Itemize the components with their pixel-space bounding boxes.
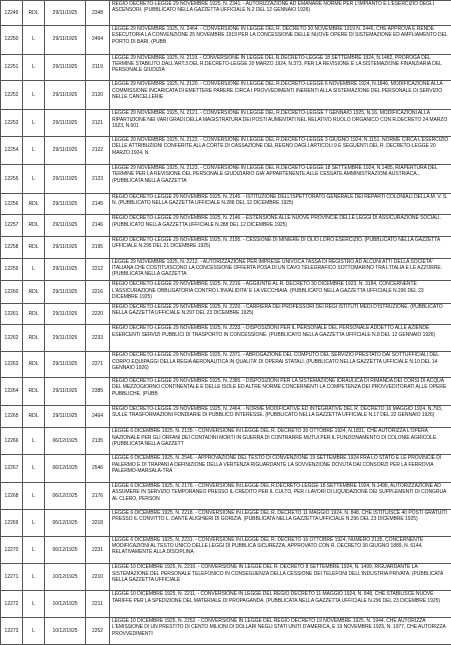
row-number: 12258 xyxy=(1,236,23,258)
act-type: L xyxy=(23,428,45,455)
table-row xyxy=(1,193,451,215)
act-code: 2146 xyxy=(86,215,110,237)
act-date: 29/11/1925 xyxy=(45,236,86,258)
act-type: L xyxy=(23,591,45,618)
act-code: 2210 xyxy=(86,564,110,591)
act-code: 2464 xyxy=(86,25,110,54)
row-number: 12263 xyxy=(1,352,23,378)
act-date: 06/12/1925 xyxy=(45,483,86,510)
table-row xyxy=(1,258,451,281)
act-date: 29/11/1925 xyxy=(45,25,86,54)
act-type: L xyxy=(23,81,45,110)
act-date: 10/12/1925 xyxy=(45,591,86,618)
act-type: RDL xyxy=(23,1,45,26)
act-code: 2233 xyxy=(86,325,110,352)
act-type: L xyxy=(23,54,45,81)
act-code: 2546 xyxy=(86,455,110,483)
act-description: REGIO DECRETO-LEGGE 29 NOVEMBRE 1925, N. 2220. - CARRIERA DEI PROFESSORI DEI REGI ISTITUTI MEDI D'ISTRUZIONE. (PUBBLICATO NELLA GAZZETTA UFFICIALE N.297 DEL 23 DICEMBRE 1925) xyxy=(110,303,451,325)
row-number: 12251 xyxy=(1,54,23,81)
row-number: 12254 xyxy=(1,136,23,164)
table-row xyxy=(1,455,451,483)
row-number: 12253 xyxy=(1,110,23,137)
table-row xyxy=(1,377,451,405)
act-code: 2135 xyxy=(86,428,110,455)
act-code: 2218 xyxy=(86,509,110,536)
row-number: 12273 xyxy=(1,617,23,644)
act-type: L xyxy=(23,25,45,54)
act-type: RDL xyxy=(23,193,45,215)
row-number: 12249 xyxy=(1,1,23,26)
act-description: LEGGE 10 DICEMBRE 1925, N. 2210. - CONVERSIONE IN LEGGE DEL R. DECRETO 8 SETTEMBRE 1924, N. 1499, RIGUARDANTE LA SISTEMAZIONE DEL PERSONALE TELEFONICO IN CONSEGUENZA DELLA CESSIONE DEI TELEFONI DELL'INDUSTRIA PRIVATA. (PUBBLICATA NELLA GAZZETTA UFFICIALE xyxy=(110,564,451,591)
act-date: 10/12/1925 xyxy=(45,564,86,591)
table-row xyxy=(1,428,451,455)
row-number: 12271 xyxy=(1,564,23,591)
act-description: LEGGE 6 DICEMBRE 1925, N. 2231. - CONVERSIONE IN LEGGE DEL R. DECRETO 16 OTTOBRE 1924, NUMERO 2135, CONCERNENTE MODIFICAZIONI AL TESTO UNICO DELLE LEGGI DI PUBBLICA SICUREZZA, APPROVATO CON R. DECRETO 30 GIUGNO 1889, N. 6144, RELATIVAMENTE ALLA DISCIPLINA xyxy=(110,536,451,564)
act-description: LEGGE 29 NOVEMBRE 1925, N. 2212. - AUTORIZZAZIONE PER IMPRESE UNIVOCA TASSA DI REGISTRO AD ALCUNI ATTI DELLA SOCIETA' ITALIANA CHE COSTITUISCONO LA CONCESSIONE OFFERTA POSA DI UN CAVO TELEGRAFICO SOTTOMARINO TRA L'ITALIA E LE AZZORRE. (PUBBLICATA NELLA GAZZETTA xyxy=(110,258,451,281)
act-type: L xyxy=(23,483,45,510)
table-row xyxy=(1,136,451,164)
act-code: 2176 xyxy=(86,483,110,510)
act-description: REGIO DECRETO-LEGGE 29 NOVEMBRE 1925, N. 2385. - DISPOSIZIONI PER LA SISTEMAZIONE IDRAULICA DI RIMANDA DEI CORSI DI ACQUA DEL MEZZOGIORNO CONTINENTALE E DELLE ISOLE ED ALTRE NORME CONCERNENTI LA COMPETENZA DEI PROVVEDITORATI ALLE OPERE PUBBLICHE. (PUBB xyxy=(110,377,451,405)
table-row xyxy=(1,617,451,644)
row-number: 12268 xyxy=(1,483,23,510)
act-date: 29/11/1925 xyxy=(45,215,86,237)
table-row xyxy=(1,325,451,352)
act-type: RDL xyxy=(23,405,45,428)
act-description: LEGGE 29 NOVEMBRE 1925, N. 2121. - CONVERSIONE IN LEGGE DEL R.DECRETO-LEGGE 7 GENNAIO 1925, N.16, MODIFICAZIONI ALLA RIPARTIZIONE NEI VARI GRADI DELLA MAGISTRATURA DEI POSTI AUMENTATI NEL RELATIVO RUOLO ORGANICO CON R.DECRETO 24 MARZO 1923, N.601 xyxy=(110,110,451,137)
act-date: 29/11/1925 xyxy=(45,54,86,81)
act-code: 2145 xyxy=(86,193,110,215)
act-date: 06/12/1925 xyxy=(45,455,86,483)
table-row xyxy=(1,509,451,536)
table-row xyxy=(1,303,451,325)
act-code: 2120 xyxy=(86,81,110,110)
table-row xyxy=(1,81,451,110)
table-row xyxy=(1,483,451,510)
table-row xyxy=(1,405,451,428)
row-number: 12256 xyxy=(1,193,23,215)
table-row xyxy=(1,564,451,591)
act-code: 2211 xyxy=(86,591,110,618)
table-row xyxy=(1,25,451,54)
row-number: 12260 xyxy=(1,281,23,304)
act-description: LEGGE 6 DICEMBRE 1925, N. 2218. - CONVERSIONE IN LEGGE DEL R. DECRETO 11 MAGGIO 1924, N. 848, CHE ISTITUISCE 40 POSTI GRATUITI PRESSO IL CONVITTO L. DANTE ALIGHIERI DI GORIZIA. (PUBBLICATA NELLA GAZZETTA UFFICIALE N.296 DEL 23 DICEMBRE 1925) xyxy=(110,509,451,536)
row-number: 12267 xyxy=(1,455,23,483)
table-row xyxy=(1,281,451,304)
row-number: 12261 xyxy=(1,303,23,325)
act-type: L xyxy=(23,617,45,644)
act-date: 06/12/1925 xyxy=(45,536,86,564)
act-description: LEGGE 29 NOVEMBRE 1925, N. 2123. - CONVERSIONE IN LEGGE DEL R.DECRETO-LEGGE 18 SETTEMBRE 1924, N.1485, RIAPERTURA DEL TERMINE PER LA REVISIONE DEL PERSONALE GIUDIZIARIO GIA' APPARTENENTE ALLE CESSATE AMMINISTRAZIONI AUSTRIACA... (PUBBLICATA NELLA GAZZETTA xyxy=(110,164,451,193)
row-number: 12257 xyxy=(1,215,23,237)
act-description: REGIO DECRETO-LEGGE 29 NOVEMBRE 1925, N. 2233. - DISPOSIZIONI PER IL PERSONALE DEL PERSONALE ADDETTO ALLE AZIENDE ESERCENTI SERVIZI PUBBLICI DI TRASPORTO IN CONCESSIONE. (PUBBLICATO NELLA GAZZETTA UFFICIALE N.8 DEL 12 GENNAIO 1926) xyxy=(110,325,451,352)
row-number: 12250 xyxy=(1,25,23,54)
act-code: 2348 xyxy=(86,1,110,26)
act-type: RDL xyxy=(23,215,45,237)
table-row xyxy=(1,110,451,137)
act-type: RDL xyxy=(23,281,45,304)
act-code: 2216 xyxy=(86,281,110,304)
act-code: 2121 xyxy=(86,110,110,137)
table-row xyxy=(1,54,451,81)
act-code: 2231 xyxy=(86,536,110,564)
act-date: 29/11/1925 xyxy=(45,1,86,26)
act-type: RDL xyxy=(23,352,45,378)
act-date: 29/11/1925 xyxy=(45,136,86,164)
table-row xyxy=(1,536,451,564)
act-date: 29/11/1925 xyxy=(45,377,86,405)
act-code: 2464 xyxy=(86,405,110,428)
act-type: L xyxy=(23,136,45,164)
act-code: 2212 xyxy=(86,258,110,281)
act-type: RDL xyxy=(23,303,45,325)
act-description: LEGGE 29 NOVEMBRE 1925, N. 2119. - CONVERSIONE IN LEGGE DEL R.DECRETO-LEGGE 18 SETTEMBRE 1924, N.1482, PROROGA DEL TERMINE STABILITO DALL'ART.3 DEL R.DECRETO-LEGGE 20 MARZO 1924, N.373, PER LA REVISIONE E LA SISTEMAZIONE FINANZIARIA DEL PERSONALE GIUDIZIA xyxy=(110,54,451,81)
row-number: 12272 xyxy=(1,591,23,618)
row-number: 12262 xyxy=(1,325,23,352)
table-row xyxy=(1,352,451,378)
act-description: LEGGE 6 DICEMBRE 1925, N. 2546. - APPROVAZIONE DEL TESTO DI CONVENZIONE 19 SETTEMBRE 1924 FRA LO STATO E LE PROVINCIE DI PALERMO E DI TRAPANI A DEFINIZIONE DELLA VERTENZA RIGUARDANTE LA SOVVENZIONE DOVUTA DAI CONSORZI PER LA FERROVIA PALERMO-MARSALA-TRA xyxy=(110,455,451,483)
act-date: 06/12/1925 xyxy=(45,428,86,455)
act-code: 2252 xyxy=(86,617,110,644)
act-type: L xyxy=(23,536,45,564)
row-number: 12259 xyxy=(1,258,23,281)
act-description: LEGGE 29 NOVEMBRE 1925, N. 2120. - CONVERSIONE IN LEGGE DEL R.DECRETO-LEGGE 6 NOVEMBRE 1924, N.1846, MODIFICAZIONE ALLA COMMISSIONE INCARICATA DI EMETTERE PARERE CIRCA I PROVVEDIMENTI INERENTI ALLA SISTEMAZIONE DEL PERSONALE DI SERVIZIO NELLE CANCELLERIE xyxy=(110,81,451,110)
table-row xyxy=(1,164,451,193)
row-number: 12265 xyxy=(1,405,23,428)
act-description: REGIO DECRETO-LEGGE 29 NOVEMBRE 1925, N. 2371. - ABROGAZIONE DEL COMPUTO DEL SERVIZIO PRESTATO DAI SOTTUFFICIALI DEL CORPO EQUIPAGGI DELLA REGIA AERONAUTICA IN QUALITA' DI OPERAI STATALI. (PUBBLICATO NELLA GAZZETTA UFFICIALE N.10 DEL 14 GENNAIO 1926) xyxy=(110,352,451,378)
act-date: 29/11/1925 xyxy=(45,281,86,304)
act-type: L xyxy=(23,509,45,536)
act-date: 10/12/1925 xyxy=(45,617,86,644)
act-description: REGIO DECRETO-LEGGE 29 NOVEMBRE 1925, N. 2146. - ESTENSIONE ALLE NUOVE PROVINCIE DELLE LEGGI DI ASSICURAZIONE SOCIALI. (PUBBLICATO NELLA GAZZETTA UFFICIALE N.288 DEL 12 DICEMBRE 1925) xyxy=(110,215,451,237)
act-date: 29/11/1925 xyxy=(45,258,86,281)
act-description: LEGGE 6 DICEMBRE 1925, N. 2135. - CONVERSIONE IN LEGGE DEL R. DECRETO 30 OTTOBRE 1924, N.1831, CHE AUTORIZZA L'OPERA NAZIONALE PER GLI ORFANI DEI CONTADINI MORTI IN GUERRA DI CONTRARRE MUTUI PER IL FUNZIONAMENTO DI COLONIE AGRICOLE. (PUBBLICATA NELLA GAZZETT xyxy=(110,428,451,455)
table-row xyxy=(1,591,451,618)
act-type: L xyxy=(23,164,45,193)
row-number: 12264 xyxy=(1,377,23,405)
row-number: 12252 xyxy=(1,81,23,110)
act-date: 29/11/1925 xyxy=(45,164,86,193)
row-number: 12255 xyxy=(1,164,23,193)
act-type: L xyxy=(23,110,45,137)
act-date: 29/11/1925 xyxy=(45,405,86,428)
act-type: RDL xyxy=(23,236,45,258)
act-type: RDL xyxy=(23,325,45,352)
act-description: LEGGE 29 NOVEMBRE 1925, N. 2464. - CONVERSIONE IN LEGGE DEL R. DECRETO 30 NOVEMBRE 1919 N. 2446, CHE APPROVA E RENDE ESECUTORIA LA CONVENZIONE 25 NOVEMBRE 1919 PER LA CONCESSIONE DELLE NUOVE OPERE DI SISTEMAZIONE ED AMPLIAMENTO DEL PORTO DI BARI. (PUBB xyxy=(110,25,451,54)
act-type: L xyxy=(23,564,45,591)
table-row xyxy=(1,215,451,237)
act-description: LEGGE 6 DICEMBRE 1925, N. 2176. - CONVERSIONE IN LEGGE DEL R.DECRETO-LEGGE 18 SETTEMBRE 1924, N.1496, AUTORIZZAZIONE AD ASSUMERE IN SERVIZIO TEMPORANEO PRESSO IL CREDITO PER IL CULTO, PER I LAVORI DI LIQUIDAZIONE DEI SUPPLEMENTI DI CONGRUA AL CLERO, PERSON xyxy=(110,483,451,510)
act-date: 29/11/1925 xyxy=(45,325,86,352)
act-type: L xyxy=(23,455,45,483)
row-number: 12266 xyxy=(1,428,23,455)
act-description: LEGGE 10 DICEMBRE 1925, N. 2252. - CONVERSIONE IN LEGGE DEL REGIO DECRETO 19 NOVEMBRE 1925, N. 1944, CHE AUTORIZZA L'EMISSIONE DI UN PRESTITO DI CENTO MILIONI DI DOLLARI NEGLI STATI UNITI D'AMERICA, E 19 NOVEMBRE 1925, N. 1977, CHE AUTORIZZA PROVVEDIMENTI xyxy=(110,617,451,644)
act-type: L xyxy=(23,258,45,281)
act-code: 2123 xyxy=(86,164,110,193)
act-code: 2385 xyxy=(86,377,110,405)
row-number: 12269 xyxy=(1,509,23,536)
act-type: RDL xyxy=(23,377,45,405)
act-date: 29/11/1925 xyxy=(45,110,86,137)
act-date: 06/12/1925 xyxy=(45,509,86,536)
act-description: REGIO DECRETO-LEGGE 29 NOVEMBRE 1925, N. 2341. - AUTORIZZAZIONE AD EMANARE NORME PER L'IMPIANTO E L'ESERCIZIO DEGLI ASCENSORI. (PUBBLICATO NELLA GAZZETTA UFFICIALE N.2 DEL 12 GENNAIO 1926) xyxy=(110,1,451,26)
act-code: 2119 xyxy=(86,54,110,81)
act-description: REGIO DECRETO-LEGGE 29 NOVEMBRE 1925, N. 2464. - NORME MODIFICATIVE ED INTEGRATIVE DEL R. DECRETO 16 MAGGIO 1924, N.793, SULLE TRASFORMAZIONI FONDIARIE DI PUBBLICO INTERESSE. (PUBBLICATO NELLA GAZZETTA UFFICIALE N.17 DEL 22 GENNAIO 1926) xyxy=(110,405,451,428)
act-code: 2195 xyxy=(86,236,110,258)
act-date: 29/11/1925 xyxy=(45,193,86,215)
act-code: 2371 xyxy=(86,352,110,378)
decree-table-body xyxy=(1,1,451,645)
act-description: LEGGE 29 NOVEMBRE 1925, N. 2122. - CONVERSIONE IN LEGGE DEL R.DECRETO-LEGGE 3 GIUGNO 1924, N.1151, NORME CIRCA L'ESERCIZIO DELLE ATTRIBUZIONI CONFERITE ALLA CORTE DI CASSAZIONE DEL REGNO DAGLI ARTICOLI 9 E SEGUENTI DEL R. DECRETO-LEGGE 20 MARZO 1924, N. xyxy=(110,136,451,164)
table-row xyxy=(1,236,451,258)
act-description: REGIO DECRETO-LEGGE 29 NOVEMBRE 1925, N. 2145. - ISTITUZIONE DELL'ISPETTORATO GENERALE DEI REPARTI COLONIALI DELLA M. V. S. N. (PUBBLICATO NELLA GAZZETTA UFFICIALE N.288 DEL 12 DICEMBRE 1925) xyxy=(110,193,451,215)
act-code: 2220 xyxy=(86,303,110,325)
act-date: 29/11/1925 xyxy=(45,303,86,325)
act-description: REGIO DECRETO-LEGGE 29 NOVEMBRE 1925, N. 2216. - AGGIUNTE AL R. DECRETO 30 DICEMBRE 1923, N. 3184, CONCERNENTE L'ASSICURAZIONE OBBLIGATORIA CONTRO L'INVALIDITA' E LA VECCHIAIA. (PUBBLICATO NELLA GAZZETTA UFFICIALE N.296 DEL 23 DICEMBRE 1925) xyxy=(110,281,451,304)
row-number: 12270 xyxy=(1,536,23,564)
act-date: 29/11/1925 xyxy=(45,81,86,110)
act-date: 29/11/1925 xyxy=(45,352,86,378)
act-description: REGIO DECRETO-LEGGE 29 NOVEMBRE 1925, N. 2195. - CESSIONE DI MINIERE DI OLIO LORO ESERCIZIO. (PUBBLICATO NELLA GAZZETTA UFFICIALE N.295 DEL 21 DICEMBRE 1925) xyxy=(110,236,451,258)
table-row xyxy=(1,1,451,26)
act-code: 2122 xyxy=(86,136,110,164)
act-description: LEGGE 10 DICEMBRE 1925, N. 2211. - CONVERSIONE IN LEGGE DEL REGIO DECRETO 11 MAGGIO 1924, N. 848, CHE STABILISCE NUOVE TARIFFE PER LA SPEDIZIONE DEL MATERIALE DI PROPAGANDA. (PUBBLICATA NELLA GAZZETTA UFFICIALE N.296 DEL 23 DICEMBRE 1925) xyxy=(110,591,451,618)
